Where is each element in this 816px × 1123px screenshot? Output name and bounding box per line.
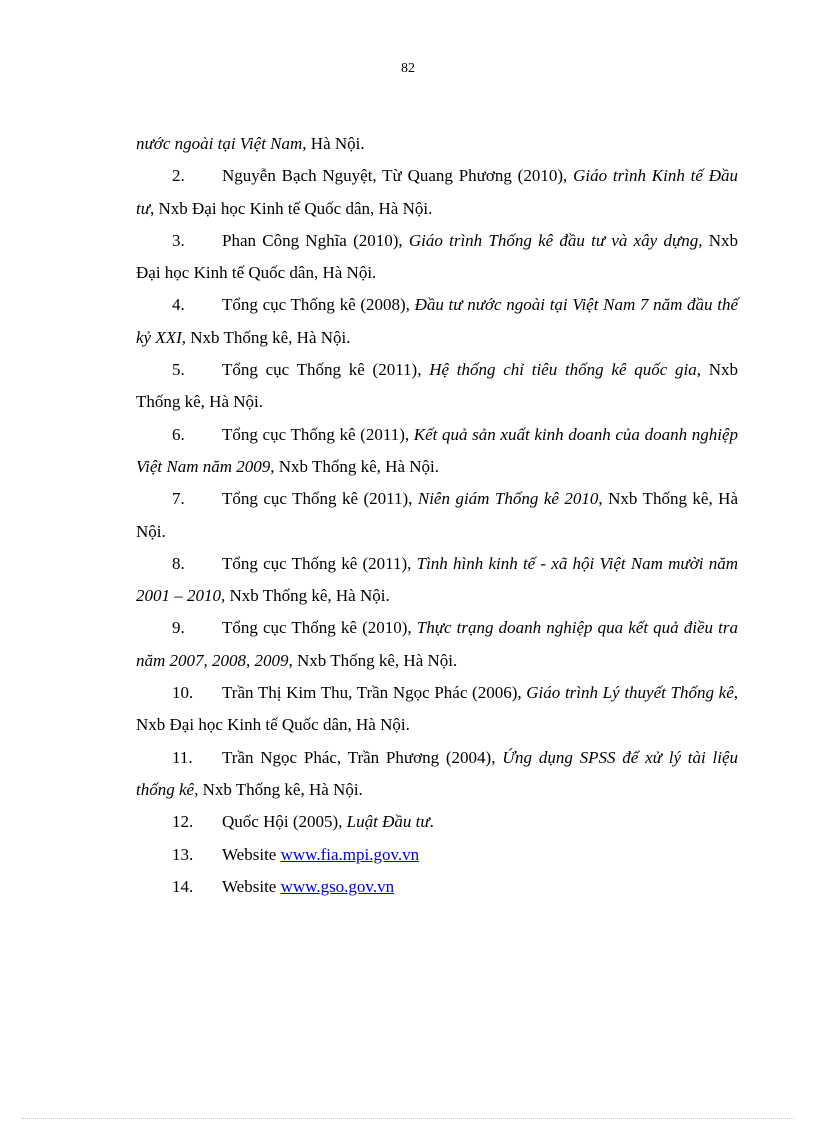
reference-title: Giáo trình Thống kê đầu tư và xây dựng, bbox=[408, 230, 703, 250]
reference-title: Giáo trình Kinh tế Đầu tư bbox=[136, 166, 738, 218]
reference-publisher: , Nxb Thống kê, Hà Nội. bbox=[181, 327, 351, 347]
page-number: 82 bbox=[401, 61, 415, 76]
reference-title: Ứng dụng SPSS để xử lý tài liệu thống kê bbox=[136, 747, 738, 799]
reference-publisher: . bbox=[429, 812, 434, 832]
reference-item bbox=[136, 677, 738, 742]
reference-authors: Tổng cục Thống kê (2011), bbox=[222, 553, 417, 573]
reference-authors: Trần Ngọc Phác, Trần Phương (2004), bbox=[222, 747, 503, 767]
reference-publisher: , Nxb Đại học Kinh tế Quốc dân, Hà Nội. bbox=[150, 198, 433, 218]
reference-title: Niên giám Thống kê 2010 bbox=[417, 489, 599, 509]
reference-authors: Tổng cục Thống kê (2011), bbox=[222, 360, 430, 380]
website-label: Website bbox=[222, 876, 281, 896]
reference-title: Thực trạng doanh nghiệp qua kết quả điều tra năm 2007, 2008, 2009 bbox=[136, 618, 738, 670]
reference-continuation bbox=[136, 128, 738, 160]
reference-authors: Tổng cục Thống kê (2011), bbox=[222, 424, 414, 444]
website-item bbox=[136, 839, 738, 871]
reference-number: 13. bbox=[172, 844, 194, 864]
reference-item bbox=[136, 419, 738, 484]
reference-number: 11. bbox=[172, 747, 193, 767]
reference-item bbox=[136, 612, 738, 677]
reference-publisher: , Nxb Thống kê, Hà Nội. bbox=[194, 779, 363, 799]
reference-number: 4. bbox=[172, 295, 185, 315]
reference-number: 9. bbox=[172, 618, 185, 638]
reference-authors: Tổng cục Thống kê (2010), bbox=[222, 618, 417, 638]
reference-title: Tình hình kinh tế - xã hội Việt Nam mười năm 2001 – 2010 bbox=[136, 553, 738, 606]
website-link-gso[interactable]: www.gso.gov.vn bbox=[280, 876, 395, 896]
reference-title: Đầu tư nước ngoài tại Việt Nam 7 năm đầu thế kỷ XXI bbox=[136, 295, 738, 347]
reference-title: Hệ thống chỉ tiêu thống kê quốc gia, bbox=[429, 360, 701, 380]
reference-publisher: , Nxb Thống kê, Hà Nội. bbox=[270, 456, 439, 476]
reference-authors: Trần Thị Kim Thu, Trần Ngọc Phác (2006), bbox=[222, 683, 527, 703]
reference-title: Luật Đầu tư bbox=[346, 812, 430, 832]
reference-number: 14. bbox=[172, 876, 194, 896]
website-label: Website bbox=[222, 844, 281, 864]
continued-publisher: , Hà Nội. bbox=[302, 134, 365, 153]
reference-publisher: , Nxb Đại học Kinh tế Quốc dân, Hà Nội. bbox=[136, 683, 738, 735]
reference-title: Kết quả sản xuất kinh doanh của doanh nghiệp Việt Nam năm 2009 bbox=[136, 424, 738, 476]
reference-authors: Nguyễn Bạch Nguyệt, Từ Quang Phương (2010), bbox=[222, 166, 574, 186]
reference-number: 8. bbox=[172, 553, 185, 573]
website-item bbox=[136, 871, 738, 903]
reference-item bbox=[136, 483, 738, 548]
reference-number: 7. bbox=[172, 489, 185, 509]
reference-number: 6. bbox=[172, 424, 185, 444]
reference-publisher: Nxb Đại học Kinh tế Quốc dân, Hà Nội. bbox=[136, 230, 738, 283]
reference-number: 12. bbox=[172, 812, 194, 832]
reference-number: 5. bbox=[172, 360, 185, 380]
page-bottom-divider bbox=[22, 1118, 794, 1119]
reference-item bbox=[136, 806, 738, 838]
reference-publisher: , Nxb Thống kê, Hà Nội. bbox=[288, 650, 458, 670]
reference-item bbox=[136, 742, 738, 807]
reference-number: 2. bbox=[172, 166, 185, 186]
reference-item bbox=[136, 289, 738, 354]
reference-authors: Quốc Hội (2005), bbox=[222, 812, 347, 832]
reference-publisher: Nxb Thống kê, Hà Nội. bbox=[136, 360, 739, 412]
reference-authors: Phan Công Nghĩa (2010), bbox=[222, 230, 409, 250]
reference-item bbox=[136, 225, 738, 290]
reference-authors: Tổng cục Thống kê (2011), bbox=[222, 489, 418, 509]
reference-item bbox=[136, 160, 738, 225]
reference-list bbox=[136, 128, 738, 903]
reference-publisher: , Nxb Thống kê, Hà Nội. bbox=[221, 586, 390, 606]
reference-item bbox=[136, 548, 738, 613]
website-link-fia[interactable]: www.fia.mpi.gov.vn bbox=[280, 844, 420, 864]
reference-number: 3. bbox=[172, 230, 185, 250]
reference-number: 10. bbox=[172, 683, 194, 703]
reference-publisher: , Nxb Thống kê, Hà Nội. bbox=[136, 489, 738, 541]
reference-title: Giáo trình Lý thuyết Thống kê bbox=[526, 683, 734, 703]
reference-item bbox=[136, 354, 738, 419]
reference-authors: Tổng cục Thống kê (2008), bbox=[222, 295, 415, 315]
continued-title: nước ngoài tại Việt Nam bbox=[136, 134, 303, 153]
